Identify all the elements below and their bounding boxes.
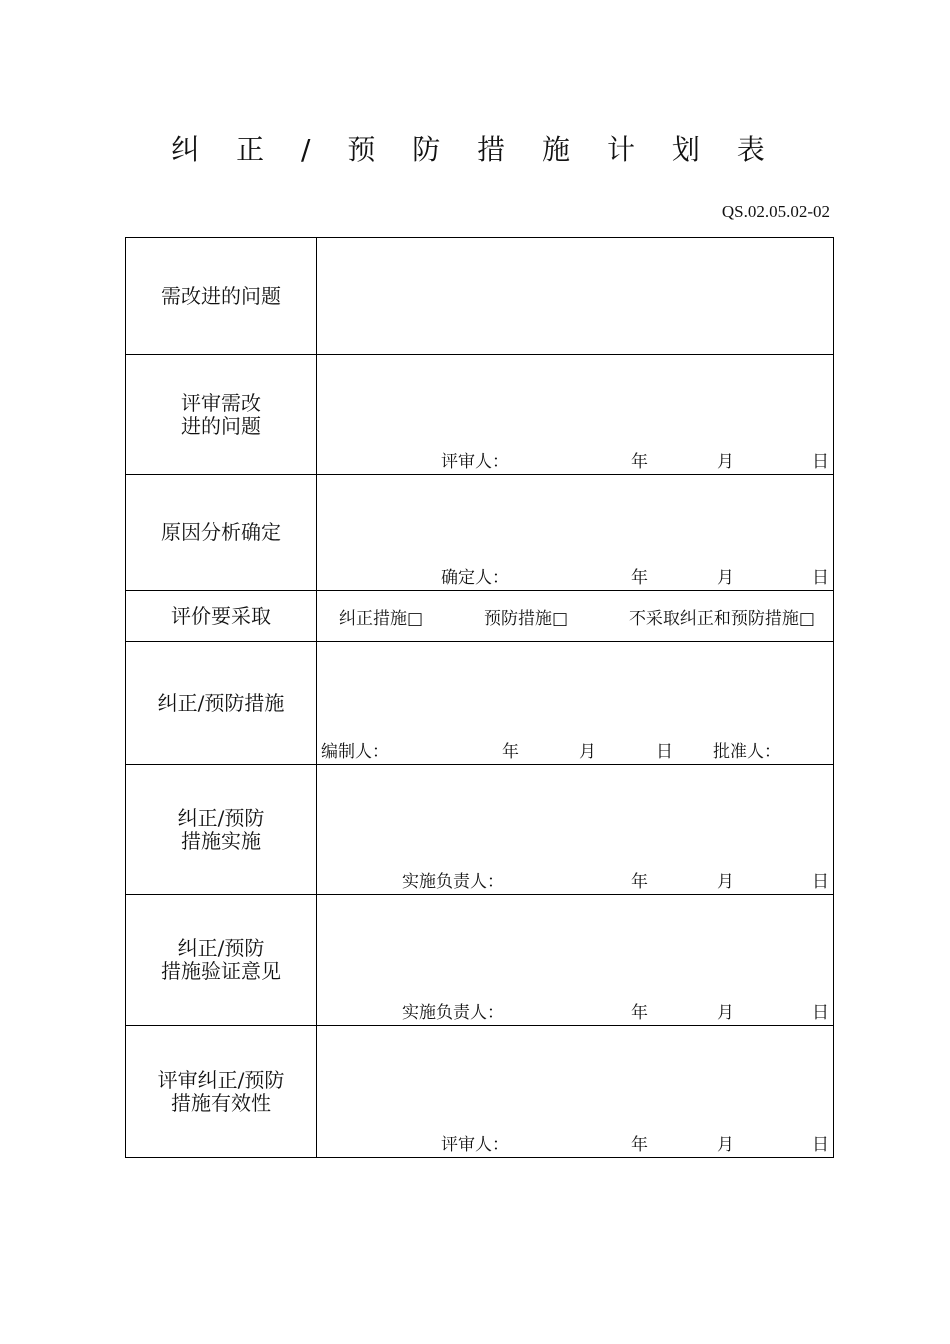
year-label: 年 <box>502 742 519 762</box>
table-row <box>126 591 834 642</box>
signature-line <box>317 870 833 892</box>
implementation-field[interactable] <box>317 765 834 895</box>
row-label <box>126 765 317 895</box>
year-label: 年 <box>631 452 648 472</box>
signature-line <box>317 1133 833 1155</box>
label-line: 措施验证意见 <box>161 959 281 983</box>
problem-field[interactable] <box>317 238 834 355</box>
row-label <box>126 475 317 591</box>
form-title: 纠 正 / 预 防 措 施 计 划 表 <box>171 133 779 166</box>
day-label: 日 <box>812 872 829 892</box>
year-label: 年 <box>631 872 648 892</box>
action-options <box>317 604 833 629</box>
label-line: 评审纠正/预防 <box>157 1067 285 1092</box>
cause-analysis-field[interactable] <box>317 475 834 591</box>
label-line: 措施实施 <box>181 828 261 853</box>
signer-label: 确定人： <box>441 568 509 588</box>
row-label <box>126 642 317 765</box>
table-row <box>126 238 834 355</box>
verification-field[interactable] <box>317 895 834 1026</box>
preventive-checkbox[interactable]: 预防措施□ <box>483 608 569 629</box>
label-line: 进的问题 <box>181 413 261 438</box>
year-label: 年 <box>631 1135 648 1155</box>
day-label: 日 <box>812 1135 829 1155</box>
table-row <box>126 355 834 475</box>
signer-label: 编制人： <box>321 742 389 762</box>
label-line: 纠正/预防 <box>177 936 265 960</box>
signer-label: 评审人： <box>441 452 509 472</box>
month-label: 月 <box>717 568 734 588</box>
action-choice-field <box>317 591 834 642</box>
approver-label: 批准人： <box>713 742 781 762</box>
corrective-checkbox[interactable]: 纠正措施□ <box>339 608 424 629</box>
day-label: 日 <box>656 742 673 762</box>
signature-line <box>317 450 833 472</box>
signature-line <box>317 566 833 588</box>
table-row <box>126 895 834 1026</box>
day-label: 日 <box>812 452 829 472</box>
month-label: 月 <box>579 742 596 762</box>
label-line: 需改进的问题 <box>161 283 281 308</box>
row-label <box>126 238 317 355</box>
table-row <box>126 642 834 765</box>
row-label <box>126 591 317 642</box>
signature-line <box>317 1001 833 1023</box>
label-line: 评审需改 <box>181 390 261 415</box>
year-label: 年 <box>631 568 648 588</box>
month-label: 月 <box>717 1003 734 1023</box>
document-code: QS.02.05.02-02 <box>721 202 830 221</box>
label-line: 措施有效性 <box>171 1090 271 1115</box>
table-row <box>126 765 834 895</box>
row-label <box>126 895 317 1026</box>
day-label: 日 <box>812 568 829 588</box>
row-label <box>126 1026 317 1158</box>
label-line: 纠正/预防 <box>177 805 265 830</box>
no-action-checkbox[interactable]: 不采取纠正和预防措施□ <box>628 608 815 629</box>
label-line: 纠正/预防措施 <box>157 690 285 715</box>
action-plan-field[interactable] <box>317 642 834 765</box>
month-label: 月 <box>717 452 734 472</box>
year-label: 年 <box>631 1003 648 1023</box>
review-field[interactable] <box>317 355 834 475</box>
corrective-action-form <box>125 237 834 1158</box>
signature-line <box>317 740 833 762</box>
month-label: 月 <box>717 1135 734 1155</box>
signer-label: 评审人： <box>441 1135 509 1155</box>
signer-label: 实施负责人： <box>402 872 504 892</box>
signer-label: 实施负责人： <box>402 1003 504 1023</box>
label-line: 评价要采取 <box>171 603 271 628</box>
row-label <box>126 355 317 475</box>
effectiveness-review-field[interactable] <box>317 1026 834 1158</box>
day-label: 日 <box>812 1003 829 1023</box>
table-row <box>126 1026 834 1158</box>
month-label: 月 <box>717 872 734 892</box>
label-line: 原因分析确定 <box>161 520 281 544</box>
table-row <box>126 475 834 591</box>
